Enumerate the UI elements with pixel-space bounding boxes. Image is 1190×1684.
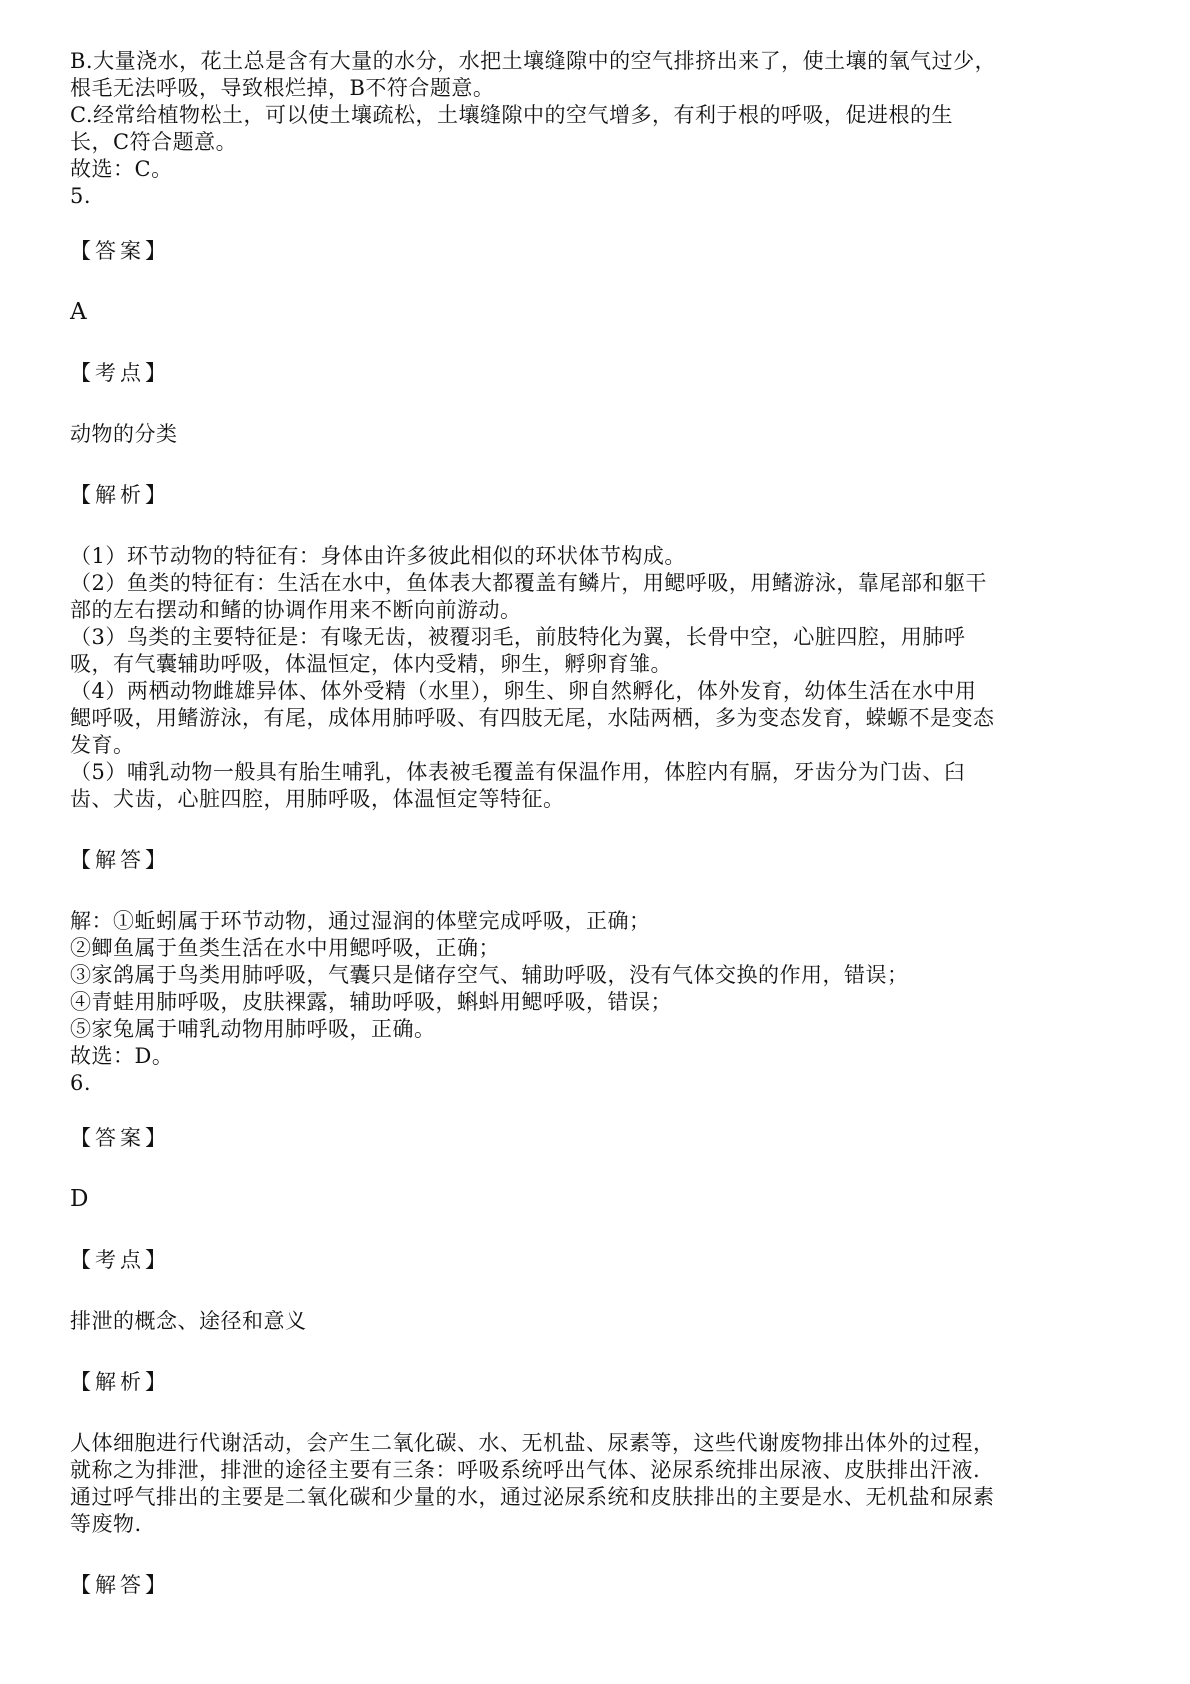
text-line: B.大量浇水，花土总是含有大量的水分，水把土壤缝隙中的空气排挤出来了，使土壤的氧气过少， (70, 49, 997, 73)
text-line: 故选：C。 (70, 157, 173, 181)
analysis-line: 部的左右摆动和鳍的协调作用来不断向前游动。 (70, 598, 522, 622)
analysis-line: 通过呼气排出的主要是二氧化碳和少量的水，通过泌尿系统和皮肤排出的主要是水、无机盐和尿素 (70, 1485, 995, 1509)
solution-line: 故选：D。 (70, 1044, 174, 1068)
solution-line: 解：①蚯蚓属于环节动物，通过湿润的体壁完成呼吸，正确； (70, 909, 651, 933)
analysis-line: （3）鸟类的主要特征是：有喙无齿，被覆羽毛，前肢特化为翼，长骨中空，心脏四腔，用肺呼 (70, 625, 966, 649)
analysis-line: （4）两栖动物雌雄异体、体外受精（水里），卵生、卵自然孵化，体外发育，幼体生活在水中用 (70, 679, 977, 703)
topic-text: 动物的分类 (70, 422, 178, 446)
analysis-body (70, 543, 1100, 813)
answer-value: A (70, 299, 87, 325)
solution-line: ④青蛙用肺呼吸，皮肤裸露，辅助呼吸，蝌蚪用鳃呼吸，错误； (70, 990, 672, 1014)
question-number: 6. (70, 1071, 92, 1095)
solution-heading: 【解答】 (70, 848, 170, 872)
analysis-line: 发育。 (70, 733, 135, 757)
text-line: 根毛无法呼吸，导致根烂掉，B不符合题意。 (70, 76, 495, 100)
solution-line: ⑤家兔属于哺乳动物用肺呼吸，正确。 (70, 1017, 436, 1041)
analysis-line: （1）环节动物的特征有：身体由许多彼此相似的环状体节构成。 (70, 544, 686, 568)
analysis-line: （5）哺乳动物一般具有胎生哺乳，体表被毛覆盖有保温作用，体腔内有膈，牙齿分为门齿、臼 (70, 760, 966, 784)
solution-line: ③家鸽属于鸟类用肺呼吸，气囊只是储存空气、辅助呼吸，没有气体交换的作用，错误； (70, 963, 909, 987)
answer-value: D (70, 1186, 89, 1212)
analysis-heading: 【解析】 (70, 1370, 170, 1394)
answer-heading: 【答案】 (70, 239, 170, 263)
previous-question-tail (70, 48, 1100, 183)
question-number: 5. (70, 184, 92, 208)
analysis-line: 吸，有气囊辅助呼吸，体温恒定，体内受精，卵生，孵卵育雏。 (70, 652, 672, 676)
analysis-line: 就称之为排泄，排泄的途径主要有三条：呼吸系统呼出气体、泌尿系统排出尿液、皮肤排出汗液. (70, 1458, 981, 1482)
answer-heading: 【答案】 (70, 1126, 170, 1150)
question-5 (70, 183, 1100, 1070)
analysis-heading: 【解析】 (70, 483, 170, 507)
solution-heading: 【解答】 (70, 1573, 170, 1597)
text-line: C.经常给植物松土，可以使土壤疏松，土壤缝隙中的空气增多，有利于根的呼吸，促进根的生 (70, 103, 953, 127)
analysis-line: （2）鱼类的特征有：生活在水中，鱼体表大都覆盖有鳞片，用鳃呼吸，用鳍游泳，靠尾部和躯干 (70, 571, 987, 595)
question-6 (70, 1070, 1100, 1599)
topic-text: 排泄的概念、途径和意义 (70, 1309, 307, 1333)
analysis-body (70, 1430, 1100, 1538)
analysis-line: 鳃呼吸，用鳍游泳，有尾，成体用肺呼吸、有四肢无尾，水陆两栖，多为变态发育，蝾螈不是变态 (70, 706, 995, 730)
topic-heading: 【考点】 (70, 1248, 170, 1272)
analysis-line: 人体细胞进行代谢活动，会产生二氧化碳、水、无机盐、尿素等，这些代谢废物排出体外的过程， (70, 1431, 995, 1455)
solution-line: ②鲫鱼属于鱼类生活在水中用鳃呼吸，正确； (70, 936, 500, 960)
analysis-line: 等废物. (70, 1512, 142, 1536)
text-line: 长，C符合题意。 (70, 130, 238, 154)
topic-heading: 【考点】 (70, 361, 170, 385)
solution-body (70, 908, 1100, 1070)
analysis-line: 齿、犬齿，心脏四腔，用肺呼吸，体温恒定等特征。 (70, 787, 565, 811)
